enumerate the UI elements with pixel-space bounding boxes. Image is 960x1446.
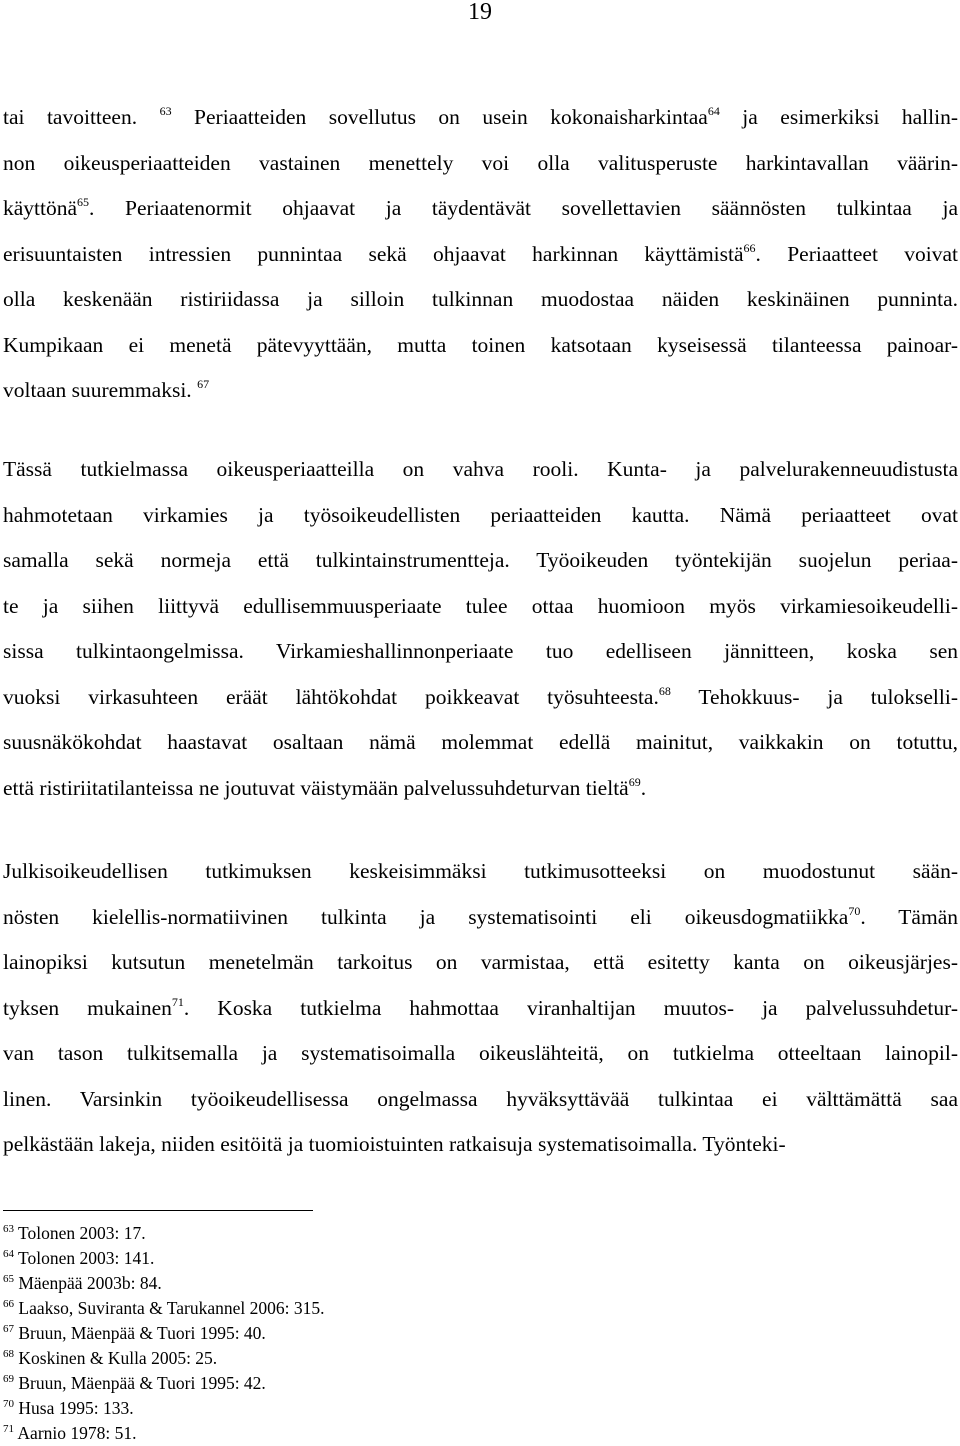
text-run: te ja siihen liittyvä edullisemmuusperiaate tulee ottaa huomioon myös virkamiesoikeudelli- <box>3 593 958 618</box>
footnote-text: Laakso, Suviranta & Tarukannel 2006: 315. <box>14 1298 325 1318</box>
text-line <box>3 684 958 710</box>
text-run: hahmotetaan virkamies ja työsoikeudellisten periaatteiden kautta. Nämä periaatteet ovat <box>3 502 958 527</box>
text-line <box>3 456 958 482</box>
text-run: . <box>640 775 647 800</box>
text-run: linen. Varsinkin työoikeudellisessa ongelmassa hyväksyttävää tulkintaa ei välttämättä saa <box>3 1086 958 1111</box>
text-run: erisuuntaisten intressien punnintaa sekä ohjaavat harkinnan käyttämistä <box>3 241 744 266</box>
text-line <box>3 904 958 930</box>
footnote-item <box>3 1222 146 1244</box>
footnote-ref: 71 <box>171 994 184 1009</box>
text-line <box>3 1040 958 1066</box>
text-line <box>3 377 958 403</box>
text-run: tyksen mukainen <box>3 995 172 1020</box>
text-run: samalla sekä normeja että tulkintainstrumentteja. Työoikeuden työntekijän suojelun periaa- <box>3 548 958 572</box>
footnote-number: 63 <box>3 1223 14 1235</box>
text-run: käyttönä <box>3 196 78 220</box>
text-run: nösten kielellis-normatiivinen tulkinta ja systematisointi eli oikeusdogmatiikka <box>3 904 849 929</box>
text-run: olla keskenään ristiriidassa ja silloin tulkinnan muodostaa näiden keskinäinen punninta. <box>3 287 958 311</box>
text-line <box>3 502 958 528</box>
text-run: Tässä tutkielmassa oikeusperiaatteilla on vahva rooli. Kunta- ja palvelurakenneuudistusta <box>3 457 958 481</box>
text-run: Kumpikaan ei menetä pätevyyttään, mutta toinen katsotaan kyseisessä tilanteessa painoar- <box>3 332 958 357</box>
text-run: Periaatteiden sovellutus on usein kokonaisharkintaa <box>171 105 708 129</box>
footnote-number: 66 <box>3 1298 14 1310</box>
text-line <box>3 593 958 619</box>
footnote-ref: 70 <box>848 903 861 918</box>
footnote-number: 71 <box>3 1423 14 1435</box>
text-line <box>3 150 958 176</box>
footnote-number: 67 <box>3 1323 14 1335</box>
text-line <box>3 1086 958 1112</box>
text-line <box>3 949 958 975</box>
footnote-number: 68 <box>3 1348 14 1360</box>
footnote-ref: 69 <box>628 774 641 789</box>
text-line <box>3 286 958 312</box>
footnote-ref: 65 <box>77 195 90 209</box>
footnote-text: Mäenpää 2003b: 84. <box>14 1273 162 1293</box>
footnote-ref: 68 <box>658 683 671 698</box>
text-line <box>3 858 958 884</box>
text-run: että ristiriitatilanteissa ne joutuvat väistymään palvelussuhdeturvan tieltä <box>3 775 629 800</box>
footnote-number: 65 <box>3 1273 14 1285</box>
text-line <box>3 241 958 267</box>
footnote-number: 64 <box>3 1248 14 1260</box>
text-run: . Periaatenormit ohjaavat ja täydentävät sovellettavien säännösten tulkintaa ja <box>89 196 958 220</box>
text-line <box>3 1131 958 1157</box>
text-line <box>3 775 958 801</box>
text-line <box>3 729 958 755</box>
text-run: vuoksi virkasuhteen eräät lähtökohdat poikkeavat työsuhteesta. <box>3 684 659 709</box>
text-run: Julkisoikeudellisen tutkimuksen keskeisimmäksi tutkimusotteeksi on muodostunut sään- <box>3 859 958 883</box>
footnote-ref: 63 <box>159 104 172 118</box>
text-line <box>3 104 958 130</box>
text-run: . Koska tutkielma hahmottaa viranhaltijan muutos- ja palvelussuhdetur- <box>183 995 958 1020</box>
footnote-item <box>3 1397 134 1419</box>
footnote-item <box>3 1322 266 1344</box>
footnote-item <box>3 1272 162 1294</box>
text-run: tai tavoitteen. <box>3 105 160 129</box>
footnote-number: 70 <box>3 1398 14 1410</box>
footnote-ref: 66 <box>743 240 756 255</box>
footnote-item <box>3 1347 217 1369</box>
page-number: 19 <box>468 0 492 25</box>
text-run: pelkästään lakeja, niiden esitöitä ja tuomioistuinten ratkaisuja systematisoimalla. Työnteki- <box>3 1132 786 1156</box>
footnote-text: Koskinen & Kulla 2005: 25. <box>14 1348 218 1368</box>
footnote-item <box>3 1247 154 1269</box>
text-run: non oikeusperiaatteiden vastainen menettely voi olla valitusperuste harkintavallan väärin- <box>3 150 958 175</box>
text-run: lainopiksi kutsutun menetelmän tarkoitus on varmistaa, että esitetty kanta on oikeusjärjes- <box>3 950 958 974</box>
text-run: suusnäkökohdat haastavat osaltaan nämä molemmat edellä mainitut, vaikkakin on totuttu, <box>3 730 958 754</box>
text-run: ja esimerkiksi hallin- <box>719 105 959 129</box>
text-run: voltaan suuremmaksi. <box>3 378 198 402</box>
footnote-text: Aarnio 1978: 51. <box>14 1423 137 1443</box>
footnote-separator <box>3 1210 313 1211</box>
text-run: sissa tulkintaongelmissa. Virkamieshallinnonperiaate tuo edelliseen jännitteen, koska sen <box>3 639 958 663</box>
footnote-ref: 67 <box>197 377 210 391</box>
text-line <box>3 638 958 664</box>
text-run: . Periaatteet voivat <box>755 241 958 266</box>
text-line <box>3 995 958 1021</box>
text-line <box>3 195 958 221</box>
footnote-ref: 64 <box>707 104 720 118</box>
footnote-item <box>3 1422 137 1444</box>
text-line <box>3 332 958 358</box>
footnote-text: Bruun, Mäenpää & Tuori 1995: 42. <box>14 1373 266 1393</box>
text-run: . Tämän <box>860 904 958 929</box>
footnote-text: Bruun, Mäenpää & Tuori 1995: 40. <box>14 1323 266 1343</box>
footnote-text: Tolonen 2003: 17. <box>14 1223 146 1243</box>
footnote-item <box>3 1297 324 1319</box>
footnote-number: 69 <box>3 1373 14 1385</box>
footnote-text: Husa 1995: 133. <box>14 1398 134 1418</box>
footnote-item <box>3 1372 266 1394</box>
text-line <box>3 547 958 573</box>
footnote-text: Tolonen 2003: 141. <box>14 1248 155 1268</box>
text-run: Tehokkuus- ja tulokselli- <box>670 684 958 709</box>
text-run: van tason tulkitsemalla ja systematisoimalla oikeuslähteitä, on tutkielma otteeltaan lainopil- <box>3 1041 958 1065</box>
